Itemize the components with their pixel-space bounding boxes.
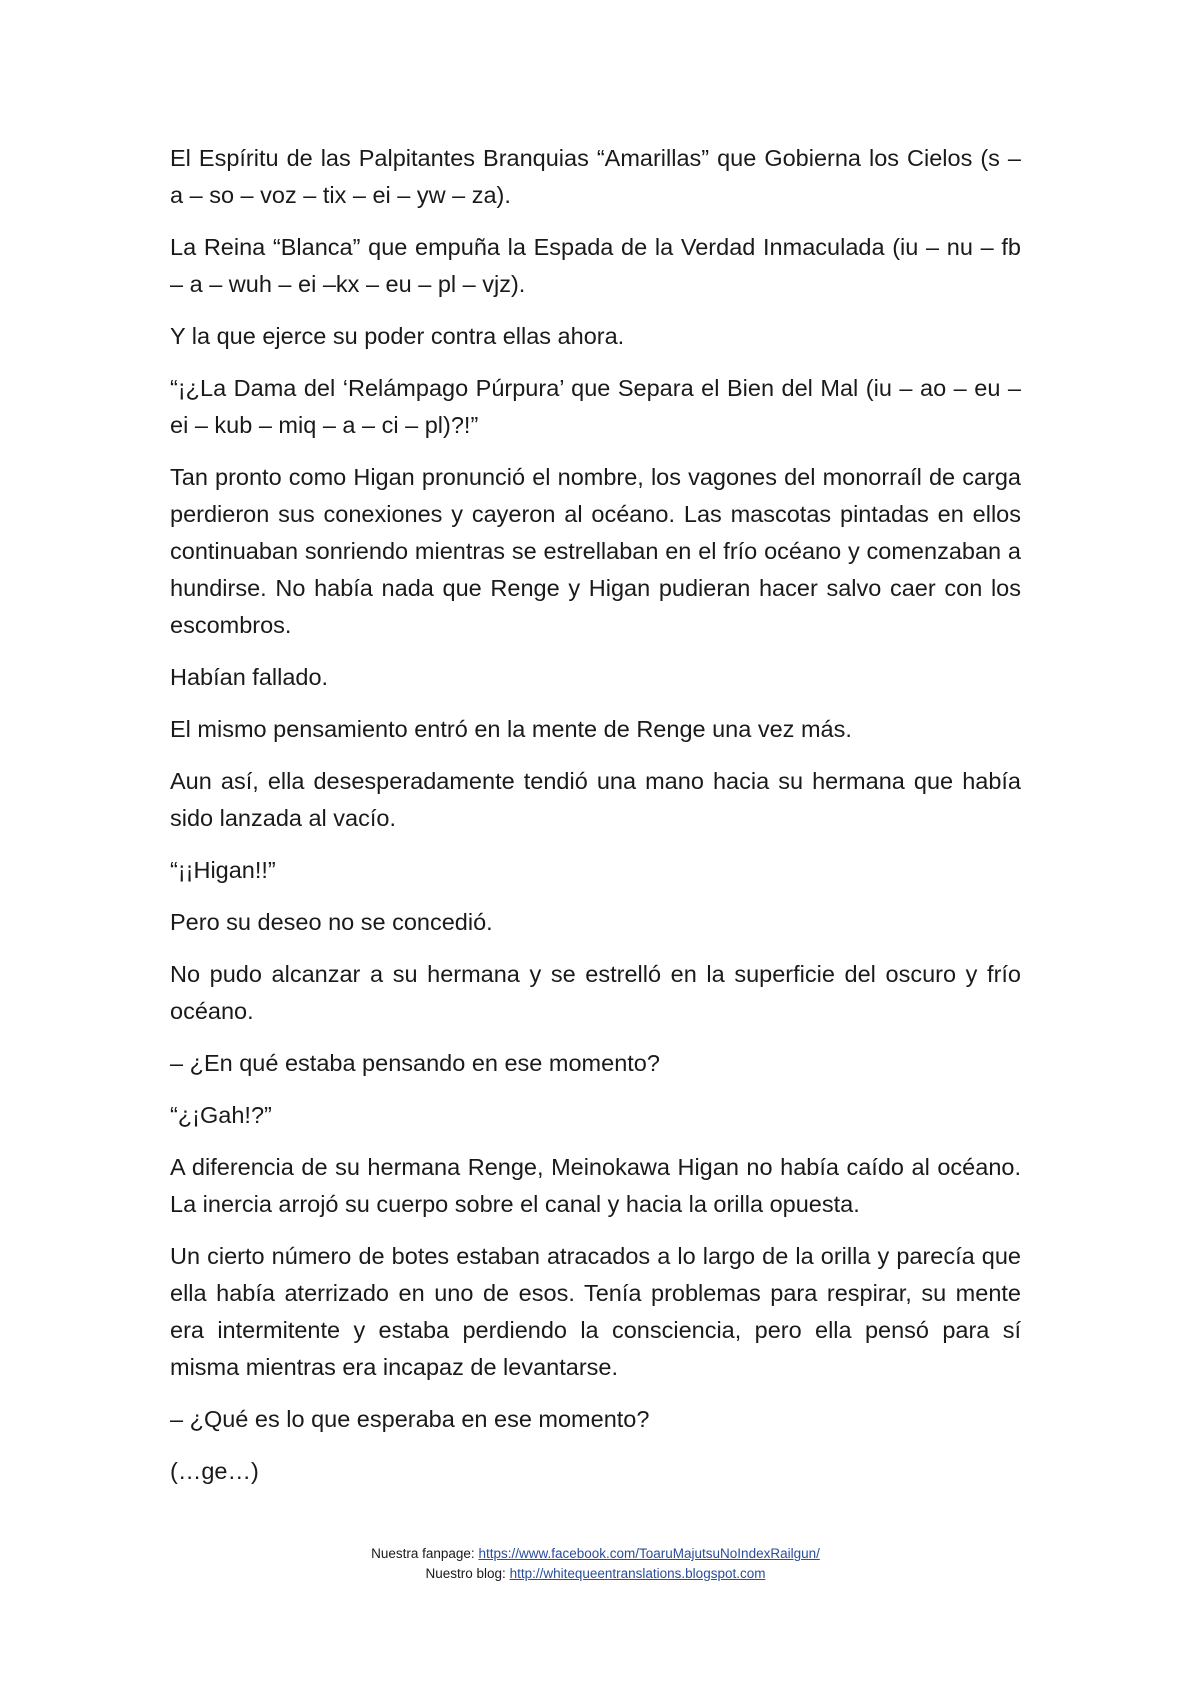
paragraph: – ¿Qué es lo que esperaba en ese momento? (170, 1406, 650, 1432)
paragraph: Pero su deseo no se concedió. (170, 909, 493, 935)
paragraph: “¡¡Higan!!” (170, 857, 276, 883)
paragraph: “¿¡Gah!?” (170, 1102, 272, 1128)
page-body (170, 140, 1021, 1505)
paragraph: A diferencia de su hermana Renge, Meinokawa Higan no había caído al océano. La inercia arrojó su cuerpo sobre el canal y hacia la orilla opuesta. (170, 1154, 1021, 1217)
paragraph: Habían fallado. (170, 664, 329, 690)
fanpage-label: Nuestra fanpage: (371, 1546, 479, 1561)
paragraph: “¡¿La Dama del ‘Relámpago Púrpura’ que Separa el Bien del Mal (iu – ao – eu – ei – kub – miq – a – ci – pl)?!” (170, 375, 1021, 438)
blog-link[interactable]: http://whitequeentranslations.blogspot.com (509, 1566, 766, 1581)
blog-line (0, 1564, 1191, 1584)
paragraph: Y la que ejerce su poder contra ellas ahora. (170, 323, 625, 349)
fanpage-line (0, 1544, 1191, 1564)
paragraph: – ¿En qué estaba pensando en ese momento? (170, 1050, 660, 1076)
paragraph: Un cierto número de botes estaban atracados a lo largo de la orilla y parecía que ella había aterrizado en uno de esos. Tenía problemas para respirar, su mente era intermitente y estaba perdiendo la consciencia, pero ella pensó para sí misma mientras era incapaz de levantarse. (170, 1243, 1021, 1380)
blog-label: Nuestro blog: (425, 1566, 510, 1581)
paragraph: El mismo pensamiento entró en la mente de Renge una vez más. (170, 716, 852, 742)
paragraph: Aun así, ella desesperadamente tendió una mano hacia su hermana que había sido lanzada al vacío. (170, 768, 1021, 831)
page-footer (0, 1544, 1191, 1584)
fanpage-link[interactable]: https://www.facebook.com/ToaruMajutsuNoIndexRailgun/ (478, 1546, 820, 1561)
paragraph: (…ge…) (170, 1458, 259, 1484)
paragraph: No pudo alcanzar a su hermana y se estrelló en la superficie del oscuro y frío océano. (170, 961, 1021, 1024)
paragraph: Tan pronto como Higan pronunció el nombre, los vagones del monorraíl de carga perdieron sus conexiones y cayeron al océano. Las mascotas pintadas en ellos continuaban sonriendo mientras se estrellaban en el frío océano y comenzaban a hundirse. No había nada que Renge y Higan pudieran hacer salvo caer con los escombros. (170, 464, 1021, 638)
paragraph: El Espíritu de las Palpitantes Branquias “Amarillas” que Gobierna los Cielos (s – a – so – voz – tix – ei – yw – za). (170, 145, 1021, 208)
paragraph: La Reina “Blanca” que empuña la Espada de la Verdad Inmaculada (iu – nu – fb – a – wuh – ei –kx – eu – pl – vjz). (170, 234, 1021, 297)
